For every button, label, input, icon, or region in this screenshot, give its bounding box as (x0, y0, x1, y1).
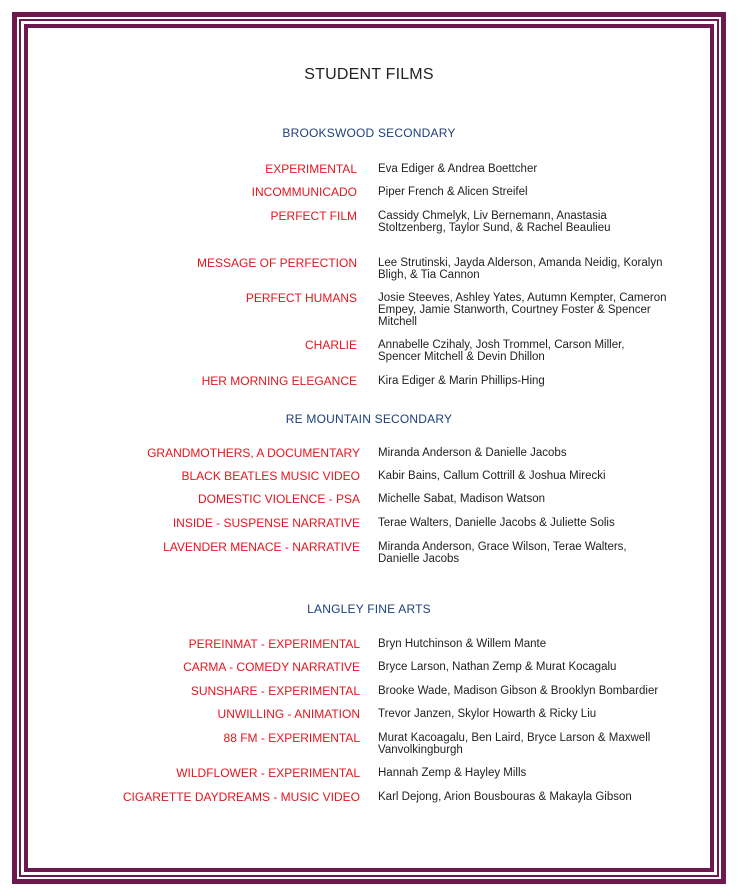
film-title: BLACK BEATLES MUSIC VIDEO (181, 469, 360, 483)
film-credits: Karl Dejong, Arion Bousbouras & Makayla Gibson (378, 791, 632, 803)
film-credits: Michelle Sabat, Madison Watson (378, 493, 546, 505)
film-credits: Miranda Anderson, Grace Wilson, Terae Walters, Danielle Jacobs (378, 541, 627, 565)
film-title: INSIDE - SUSPENSE NARRATIVE (172, 516, 360, 530)
film-credits: Murat Kacoagalu, Ben Laird, Bryce Larson & Maxwell Vanvolkingburgh (378, 732, 651, 756)
film-title: DOMESTIC VIOLENCE - PSA (197, 492, 360, 506)
film-title: INCOMMUNICADO (251, 185, 357, 199)
film-title: EXPERIMENTAL (265, 162, 357, 176)
film-credits: Lee Strutinski, Jayda Alderson, Amanda Neidig, Koralyn Bligh, & Tia Cannon (378, 257, 663, 281)
film-title: SUNSHARE - EXPERIMENTAL (190, 684, 360, 698)
film-credits: Terae Walters, Danielle Jacobs & Juliette Solis (378, 517, 615, 529)
film-title: PERFECT HUMANS (245, 291, 357, 305)
section-heading-langley: LANGLEY FINE ARTS (307, 602, 431, 616)
film-title: MESSAGE OF PERFECTION (196, 256, 357, 270)
film-title: GRANDMOTHERS, A DOCUMENTARY (147, 446, 360, 460)
film-title: UNWILLING - ANIMATION (217, 707, 360, 721)
page-title: STUDENT FILMS (304, 66, 434, 83)
section-heading-brookswood: BROOKSWOOD SECONDARY (282, 126, 456, 140)
film-title: CIGARETTE DAYDREAMS - MUSIC VIDEO (122, 790, 360, 804)
film-credits: Annabelle Czihaly, Josh Trommel, Carson Miller, Spencer Mitchell & Devin Dhillon (378, 339, 625, 363)
film-credits: Hannah Zemp & Hayley Mills (378, 767, 527, 779)
film-title: PEREINMAT - EXPERIMENTAL (188, 637, 360, 651)
film-credits: Cassidy Chmelyk, Liv Bernemann, Anastasia Stoltzenberg, Taylor Sund, & Rachel Beaulieu (378, 210, 611, 234)
film-title: PERFECT FILM (270, 209, 357, 223)
section-heading-re-mountain: RE MOUNTAIN SECONDARY (285, 412, 453, 426)
film-title: 88 FM - EXPERIMENTAL (223, 731, 360, 745)
film-title: LAVENDER MENACE - NARRATIVE (163, 540, 360, 554)
film-credits: Trevor Janzen, Skylor Howarth & Ricky Liu (378, 708, 597, 720)
film-credits: Eva Ediger & Andrea Boettcher (378, 163, 538, 175)
film-title: CARMA - COMEDY NARRATIVE (183, 660, 360, 674)
film-credits: Bryce Larson, Nathan Zemp & Murat Kocagalu (378, 661, 617, 673)
film-title: HER MORNING ELEGANCE (201, 374, 357, 388)
film-title: WILDFLOWER - EXPERIMENTAL (176, 766, 360, 780)
film-credits: Piper French & Alicen Streifel (378, 186, 528, 198)
film-credits: Josie Steeves, Ashley Yates, Autumn Kempter, Cameron Empey, Jamie Stanworth, Courtney Foster & Spencer Mitchell (378, 292, 667, 328)
film-credits: Kabir Bains, Callum Cottrill & Joshua Mirecki (378, 470, 606, 482)
film-credits: Miranda Anderson & Danielle Jacobs (378, 447, 567, 459)
film-credits: Bryn Hutchinson & Willem Mante (378, 638, 547, 650)
film-credits: Brooke Wade, Madison Gibson & Brooklyn Bombardier (378, 685, 659, 697)
film-title: CHARLIE (304, 338, 357, 352)
film-credits: Kira Ediger & Marin Phillips-Hing (378, 375, 545, 387)
